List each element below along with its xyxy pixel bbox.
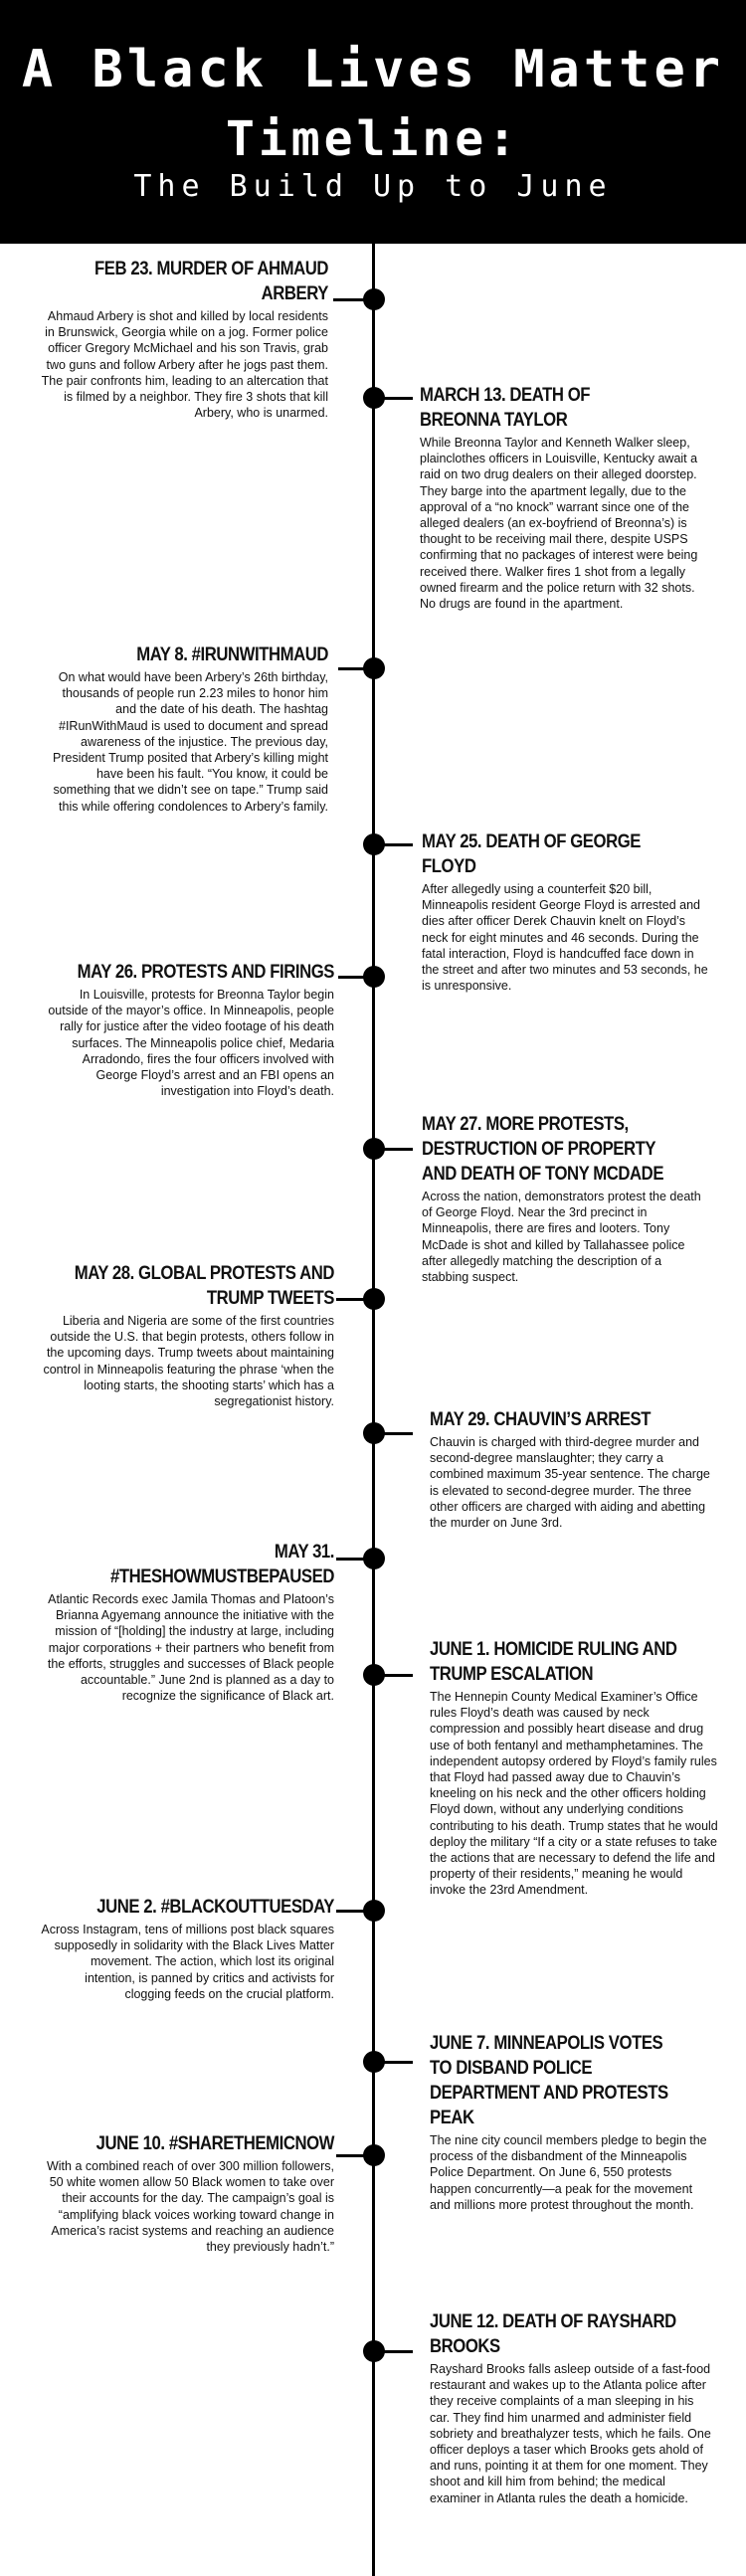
event-title: MAY 25. DEATH OF GEORGE FLOYD bbox=[422, 831, 641, 877]
timeline-event bbox=[40, 1895, 334, 2002]
timeline-event bbox=[40, 257, 328, 421]
event-body: Across the nation, demonstrators protest the death of George Floyd. Near the 3rd precinct in Minneapolis, there are fires and looters. Tony McDade is shot and killed by Tallahassee police after allegedly matching the description of a stabbing suspect. bbox=[422, 1190, 701, 1285]
event-body: Rayshard Brooks falls asleep outside of a fast-food restaurant and wakes up to the Atlanta police after they receive complaints of a man sleeping in his car. They find him unarmed and administer field sobriety and breathalyzer tests, which he fails. One officer deploys a taser which Brooks gets ahold of and runs, pointing it at them for one moment. They shoot and kill him from behind; the medical examiner in Atlanta rules the death a homicide. bbox=[430, 2362, 711, 2505]
timeline-dot bbox=[363, 387, 385, 409]
event-title: JUNE 7. MINNEAPOLIS VOTES TO DISBAND POLICE DEPARTMENT AND PROTESTS PEAK bbox=[430, 2033, 668, 2128]
event-body: The Hennepin County Medical Examiner’s Office rules Floyd’s death was caused by neck compression and possibly heart disease and drug use of both fentanyl and methamphetamines. The independent autopsy ordered by Floyd’s family rules that Floyd had passed away due to Chauvin’s kneeling on his neck and the other officers holding Floyd down, without any underlying conditions contributing to his death. Trump states that he would deploy the military “If a city or a state refuses to take the actions that are necessary to defend the life and property of their residents,” meaning he would invoke the 23rd Amendment. bbox=[430, 1690, 718, 1898]
event-title: MARCH 13. DEATH OF BREONNA TAYLOR bbox=[420, 385, 591, 431]
timeline-event bbox=[430, 2031, 713, 2213]
timeline-event bbox=[420, 383, 708, 612]
timeline-dot bbox=[363, 966, 385, 988]
event-title: MAY 28. GLOBAL PROTESTS AND TRUMP TWEETS bbox=[74, 1263, 334, 1309]
event-body: Across Instagram, tens of millions post black squares supposedly in solidarity with the Black Lives Matter movement. The action, which lost its original intention, is panned by critics and activists for clogging feeds on the crucial platform. bbox=[41, 1923, 334, 2001]
event-body: Chauvin is charged with third-degree murder and second-degree manslaughter; they carry a combined maximum 35-year sentence. The charge is elevated to second-degree murder. The three other officers are charged with aiding and abetting the murder on June 3rd. bbox=[430, 1435, 710, 1531]
timeline-event bbox=[422, 1112, 710, 1285]
event-title: JUNE 1. HOMICIDE RULING AND TRUMP ESCALATION bbox=[430, 1639, 677, 1685]
event-body: Liberia and Nigeria are some of the first countries outside the U.S. that begin protests, others follow in the upcoming days. Trump tweets about maintaining control in Minneapolis featuring the phrase ‘when the looting starts, the shooting starts’ which has a segregationist history. bbox=[43, 1314, 334, 1409]
page-header bbox=[0, 0, 746, 244]
event-body: While Breonna Taylor and Kenneth Walker sleep, plainclothes officers in Louisville, Kentucky await a raid on two drug dealers on their alleged doorstep. They barge into the apartment legally, due to the approval of a “no knock” warrant since one of the alleged dealers (an ex-boyfriend of Breonna’s) is thought to be receiving mail there, despite USPS confirming that no packages of interest were being received there. Walker fires 1 shot from a legally owned firearm and the police return with 32 shots. No drugs are found in the apartment. bbox=[420, 436, 698, 612]
event-body: Ahmaud Arbery is shot and killed by local residents in Brunswick, Georgia while on a jog. Former police officer Gregory McMichael and his son Travis, grab two guns and follow Arbery after he jogs past them. The pair confronts him, leading to an altercation that is filmed by a neighbor. They fire 3 shots that kill Arbery, who is unarmed. bbox=[41, 309, 328, 421]
timeline-dot bbox=[363, 2340, 385, 2362]
event-body: After allegedly using a counterfeit $20 bill, Minneapolis resident George Floyd is arrested and dies after officer Derek Chauvin knelt on Floyd’s neck for eight minutes and 46 seconds. During the fatal interaction, Floyd is handcuffed face down in the street and after two minutes and 53 seconds, he is unresponsive. bbox=[422, 882, 708, 994]
event-body: In Louisville, protests for Breonna Taylor begin outside of the mayor’s office. In Minneapolis, people rally for justice after the video footage of his death surfaces. The Minneapolis police chief, Medaria Arradondo, fires the four officers involved with George Floyd’s arrest and an FBI opens an investigation into Floyd’s death. bbox=[48, 988, 334, 1099]
event-body: Atlantic Records exec Jamila Thomas and Platoon’s Brianna Agyemang announce the initiative with the mission of “[holding] the industry at large, including major corporations + their partners who benefit from the efforts, struggles and successes of Black people accountable.” June 2nd is planned as a day to recognize the significance of Black art. bbox=[47, 1592, 334, 1704]
event-title: MAY 29. CHAUVIN’S ARREST bbox=[430, 1409, 652, 1430]
timeline-dot bbox=[363, 1422, 385, 1444]
timeline-dot bbox=[363, 1138, 385, 1160]
timeline-axis bbox=[372, 244, 375, 2576]
event-title: MAY 31. #THESHOWMUSTBEPAUSED bbox=[110, 1542, 334, 1587]
event-title: MAY 27. MORE PROTESTS, DESTRUCTION OF PROPERTY AND DEATH OF TONY MCDADE bbox=[422, 1114, 664, 1185]
event-title: JUNE 10. #SHARETHEMICNOW bbox=[95, 2133, 334, 2154]
event-title: MAY 26. PROTESTS AND FIRINGS bbox=[77, 962, 335, 983]
timeline-dot bbox=[363, 288, 385, 310]
timeline-event bbox=[430, 1407, 713, 1531]
timeline-event bbox=[40, 960, 334, 1099]
event-body: The nine city council members pledge to begin the process of the disbandment of the Minneapolis Police Department. On June 6, 550 protests happen concurrently—a peak for the movement and millions more protest throughout the month. bbox=[430, 2133, 707, 2212]
timeline-event bbox=[430, 1637, 718, 1899]
timeline-event bbox=[30, 1261, 334, 1409]
event-title: JUNE 2. #BLACKOUTTUESDAY bbox=[96, 1897, 334, 1918]
timeline-event bbox=[40, 2131, 334, 2255]
timeline-event bbox=[40, 643, 328, 815]
timeline-dot bbox=[363, 1664, 385, 1686]
timeline-event bbox=[40, 1540, 334, 1704]
event-title: FEB 23. MURDER OF AHMAUD ARBERY bbox=[94, 259, 328, 304]
timeline-dot bbox=[363, 2144, 385, 2166]
timeline-dot bbox=[363, 1288, 385, 1310]
page-title: A Black Lives Matter bbox=[21, 40, 725, 99]
timeline-dot bbox=[363, 2051, 385, 2073]
page-subtitle: The Build Up to June bbox=[133, 169, 613, 204]
timeline-event bbox=[430, 2309, 713, 2506]
timeline-dot bbox=[363, 1900, 385, 1922]
timeline-dot bbox=[363, 833, 385, 855]
event-body: With a combined reach of over 300 million followers, 50 white women allow 50 Black women to take over their accounts for the day. The campaign’s goal is “amplifying black voices working toward change in America’s racist systems and reaching an audience they previously hadn’t.” bbox=[46, 2159, 334, 2255]
event-title: MAY 8. #IRUNWITHMAUD bbox=[136, 644, 328, 665]
event-body: On what would have been Arbery’s 26th birthday, thousands of people run 2.23 miles to honor him and the date of his death. The hashtag #IRunWithMaud is used to document and spread awareness of the injustice. The previous day, President Trump posited that Arbery’s killing might have been his fault. “You know, it could be something that we didn’t see on tape.” Trump said this while offering condolences to Arbery’s family. bbox=[53, 670, 328, 814]
timeline-event bbox=[422, 829, 710, 994]
timeline-dot bbox=[363, 1548, 385, 1569]
event-title: JUNE 12. DEATH OF RAYSHARD BROOKS bbox=[430, 2311, 676, 2357]
page-title-line2: Timeline: bbox=[225, 111, 521, 167]
timeline-dot bbox=[363, 657, 385, 679]
